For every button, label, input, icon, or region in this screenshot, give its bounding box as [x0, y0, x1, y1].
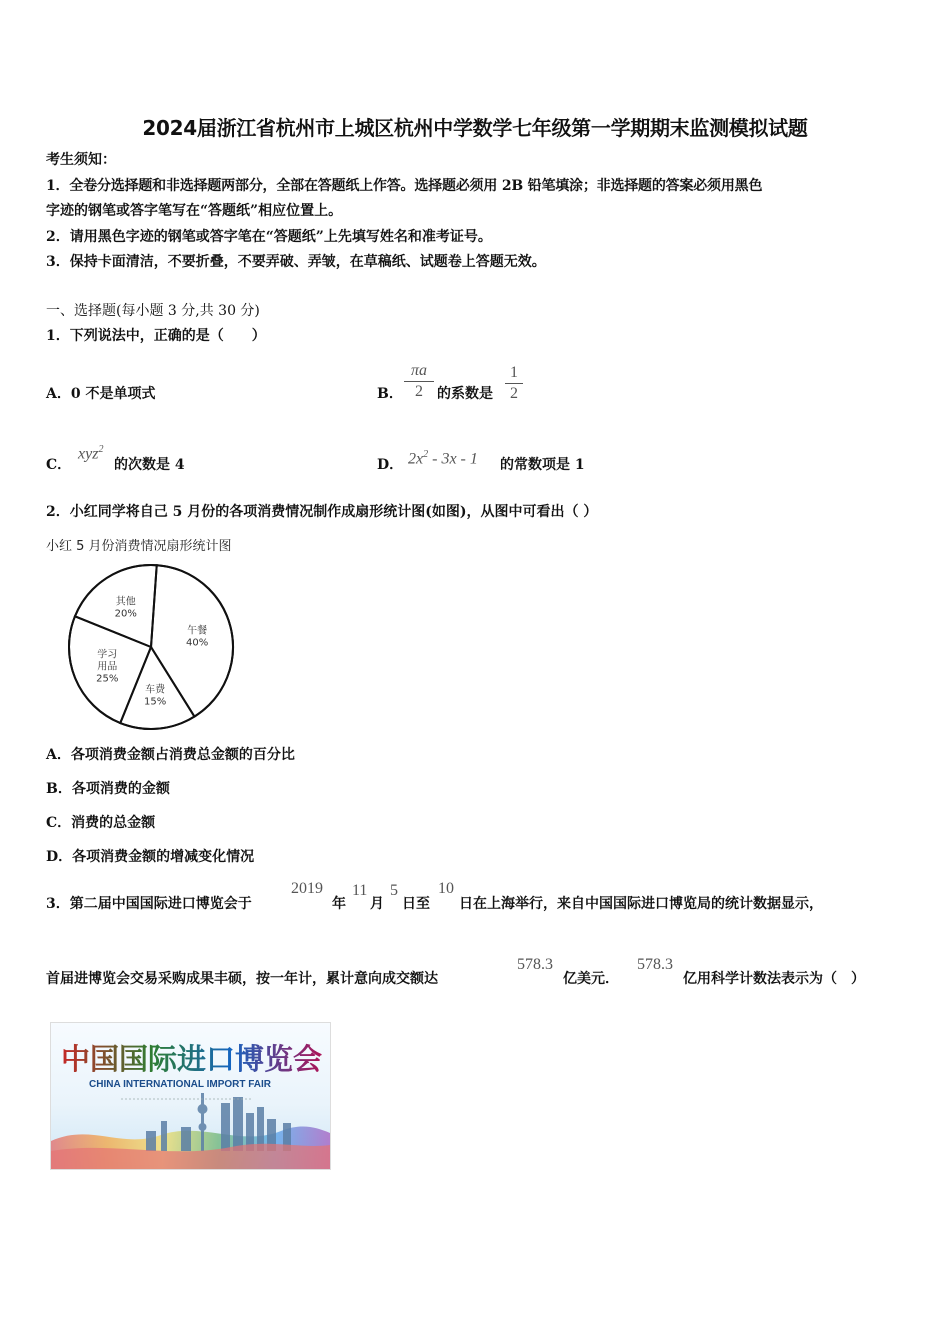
- pie-slice-percent: 25%: [96, 673, 119, 685]
- fraction-bar: [404, 381, 434, 382]
- notice-item-1-line-1: 1．全卷分选择题和非选择题两部分，全部在答题纸上作答。选择题必须用 2B 铅笔填涂；非选择题的答案必须用黑色: [46, 178, 763, 194]
- pie-slice-percent: 40%: [186, 637, 209, 649]
- q1-option-d-math: [408, 449, 478, 468]
- q3-start-day: 5: [390, 882, 398, 899]
- question-3-part-1: 3．第二届中国国际进口博览会于: [46, 896, 252, 912]
- expo-banner-subtitle: CHINA INTERNATIONAL IMPORT FAIR: [89, 1079, 272, 1090]
- notice-item-2: 2．请用黑色字迹的钢笔或答字笔在“答题纸”上先填写姓名和准考证号。: [46, 229, 492, 245]
- q1-option-c-math: [78, 444, 103, 463]
- expo-banner-graphic: [51, 1023, 330, 1169]
- pie-slice-label: 午餐: [187, 625, 208, 637]
- q1-option-b-text: 的系数是: [437, 386, 493, 402]
- q1-option-b-label: B．: [377, 386, 403, 402]
- q1-option-a: A．0 不是单项式: [46, 386, 156, 402]
- pie-slice-label: 其他: [115, 596, 136, 608]
- math-exponent: 2: [98, 444, 104, 455]
- q3-month-unit: 月: [370, 896, 384, 912]
- q1-option-d-label: D．: [377, 457, 404, 473]
- section-heading: 一、选择题(每小题 3 分,共 30 分): [46, 303, 260, 319]
- notice-item-1-line-2: 字迹的钢笔或答字笔写在“答题纸”相应位置上。: [46, 203, 343, 219]
- page-title: 2024届浙江省杭州市上城区杭州中学数学七年级第一学期期末监测模拟试题: [142, 116, 808, 140]
- pie-slice-label: 用品: [97, 661, 118, 673]
- q1-option-c-label: C．: [46, 457, 72, 473]
- question-1-stem: 1．下列说法中，正确的是（ ）: [46, 328, 266, 344]
- q2-option-a: A．各项消费金额占消费总金额的百分比: [46, 747, 295, 763]
- fraction-denominator: 2: [415, 383, 423, 400]
- expo-banner-title: 中国国际进口博览会: [61, 1042, 323, 1076]
- q3-amount: 578.3: [517, 956, 553, 973]
- fraction-numerator: πa: [410, 362, 427, 379]
- question-3-part-2: 日在上海举行，来自中国国际进口博览局的统计数据显示，: [459, 896, 823, 912]
- notice-item-3: 3．保持卡面清洁，不要折叠，不要弄破、弄皱，在草稿纸、试题卷上答题无效。: [46, 254, 546, 270]
- q3-month: 11: [352, 882, 368, 899]
- math-base: xyz: [78, 445, 99, 463]
- expo-banner-image: [50, 1022, 331, 1170]
- pie-slice-percent: 15%: [144, 696, 167, 708]
- q1-option-c-text: 的次数是 4: [114, 457, 185, 473]
- q3-to: 日至: [402, 896, 430, 912]
- q3-year-unit: 年: [332, 896, 346, 912]
- question-3-part-3: 首届进博览会交易采购成果丰硕，按一年计，累计意向成交额达: [46, 971, 438, 987]
- pie-chart-title: 小红 5 月份消费情况扇形统计图: [46, 539, 232, 554]
- pie-slice-label: 学习: [97, 649, 118, 661]
- fraction-denominator: 2: [510, 385, 518, 402]
- q1-option-b-fraction-2: [505, 364, 523, 403]
- q3-year: 2019: [291, 880, 323, 897]
- q3-end-day: 10: [438, 880, 454, 897]
- q1-option-b-fraction: [404, 362, 434, 401]
- q2-option-d: D．各项消费金额的增减变化情况: [46, 849, 255, 865]
- notice-heading: 考生须知：: [46, 152, 116, 168]
- fraction-numerator: 1: [510, 364, 518, 381]
- pie-slice-label: 车费: [145, 684, 166, 696]
- q3-amount-2: 578.3: [637, 956, 673, 973]
- question-2-stem: 2．小红同学将自己 5 月份的各项消费情况制作成扇形统计图(如图)，从图中可看出（ ）: [46, 504, 598, 520]
- question-3-part-4: 亿美元．: [563, 971, 619, 987]
- pie-slice-percent: 20%: [114, 608, 137, 620]
- q2-option-b: B．各项消费的金额: [46, 781, 170, 797]
- q2-option-c: C．消费的总金额: [46, 815, 156, 831]
- pie-chart: [60, 560, 250, 735]
- math-exponent: 2: [423, 449, 429, 460]
- math-term: - 3x - 1: [428, 450, 478, 468]
- math-term: 2x: [408, 450, 424, 468]
- q1-option-d-text: 的常数项是 1: [500, 457, 585, 473]
- question-3-part-5: 亿用科学计数法表示为（ ）: [683, 971, 865, 987]
- fraction-bar: [505, 383, 523, 384]
